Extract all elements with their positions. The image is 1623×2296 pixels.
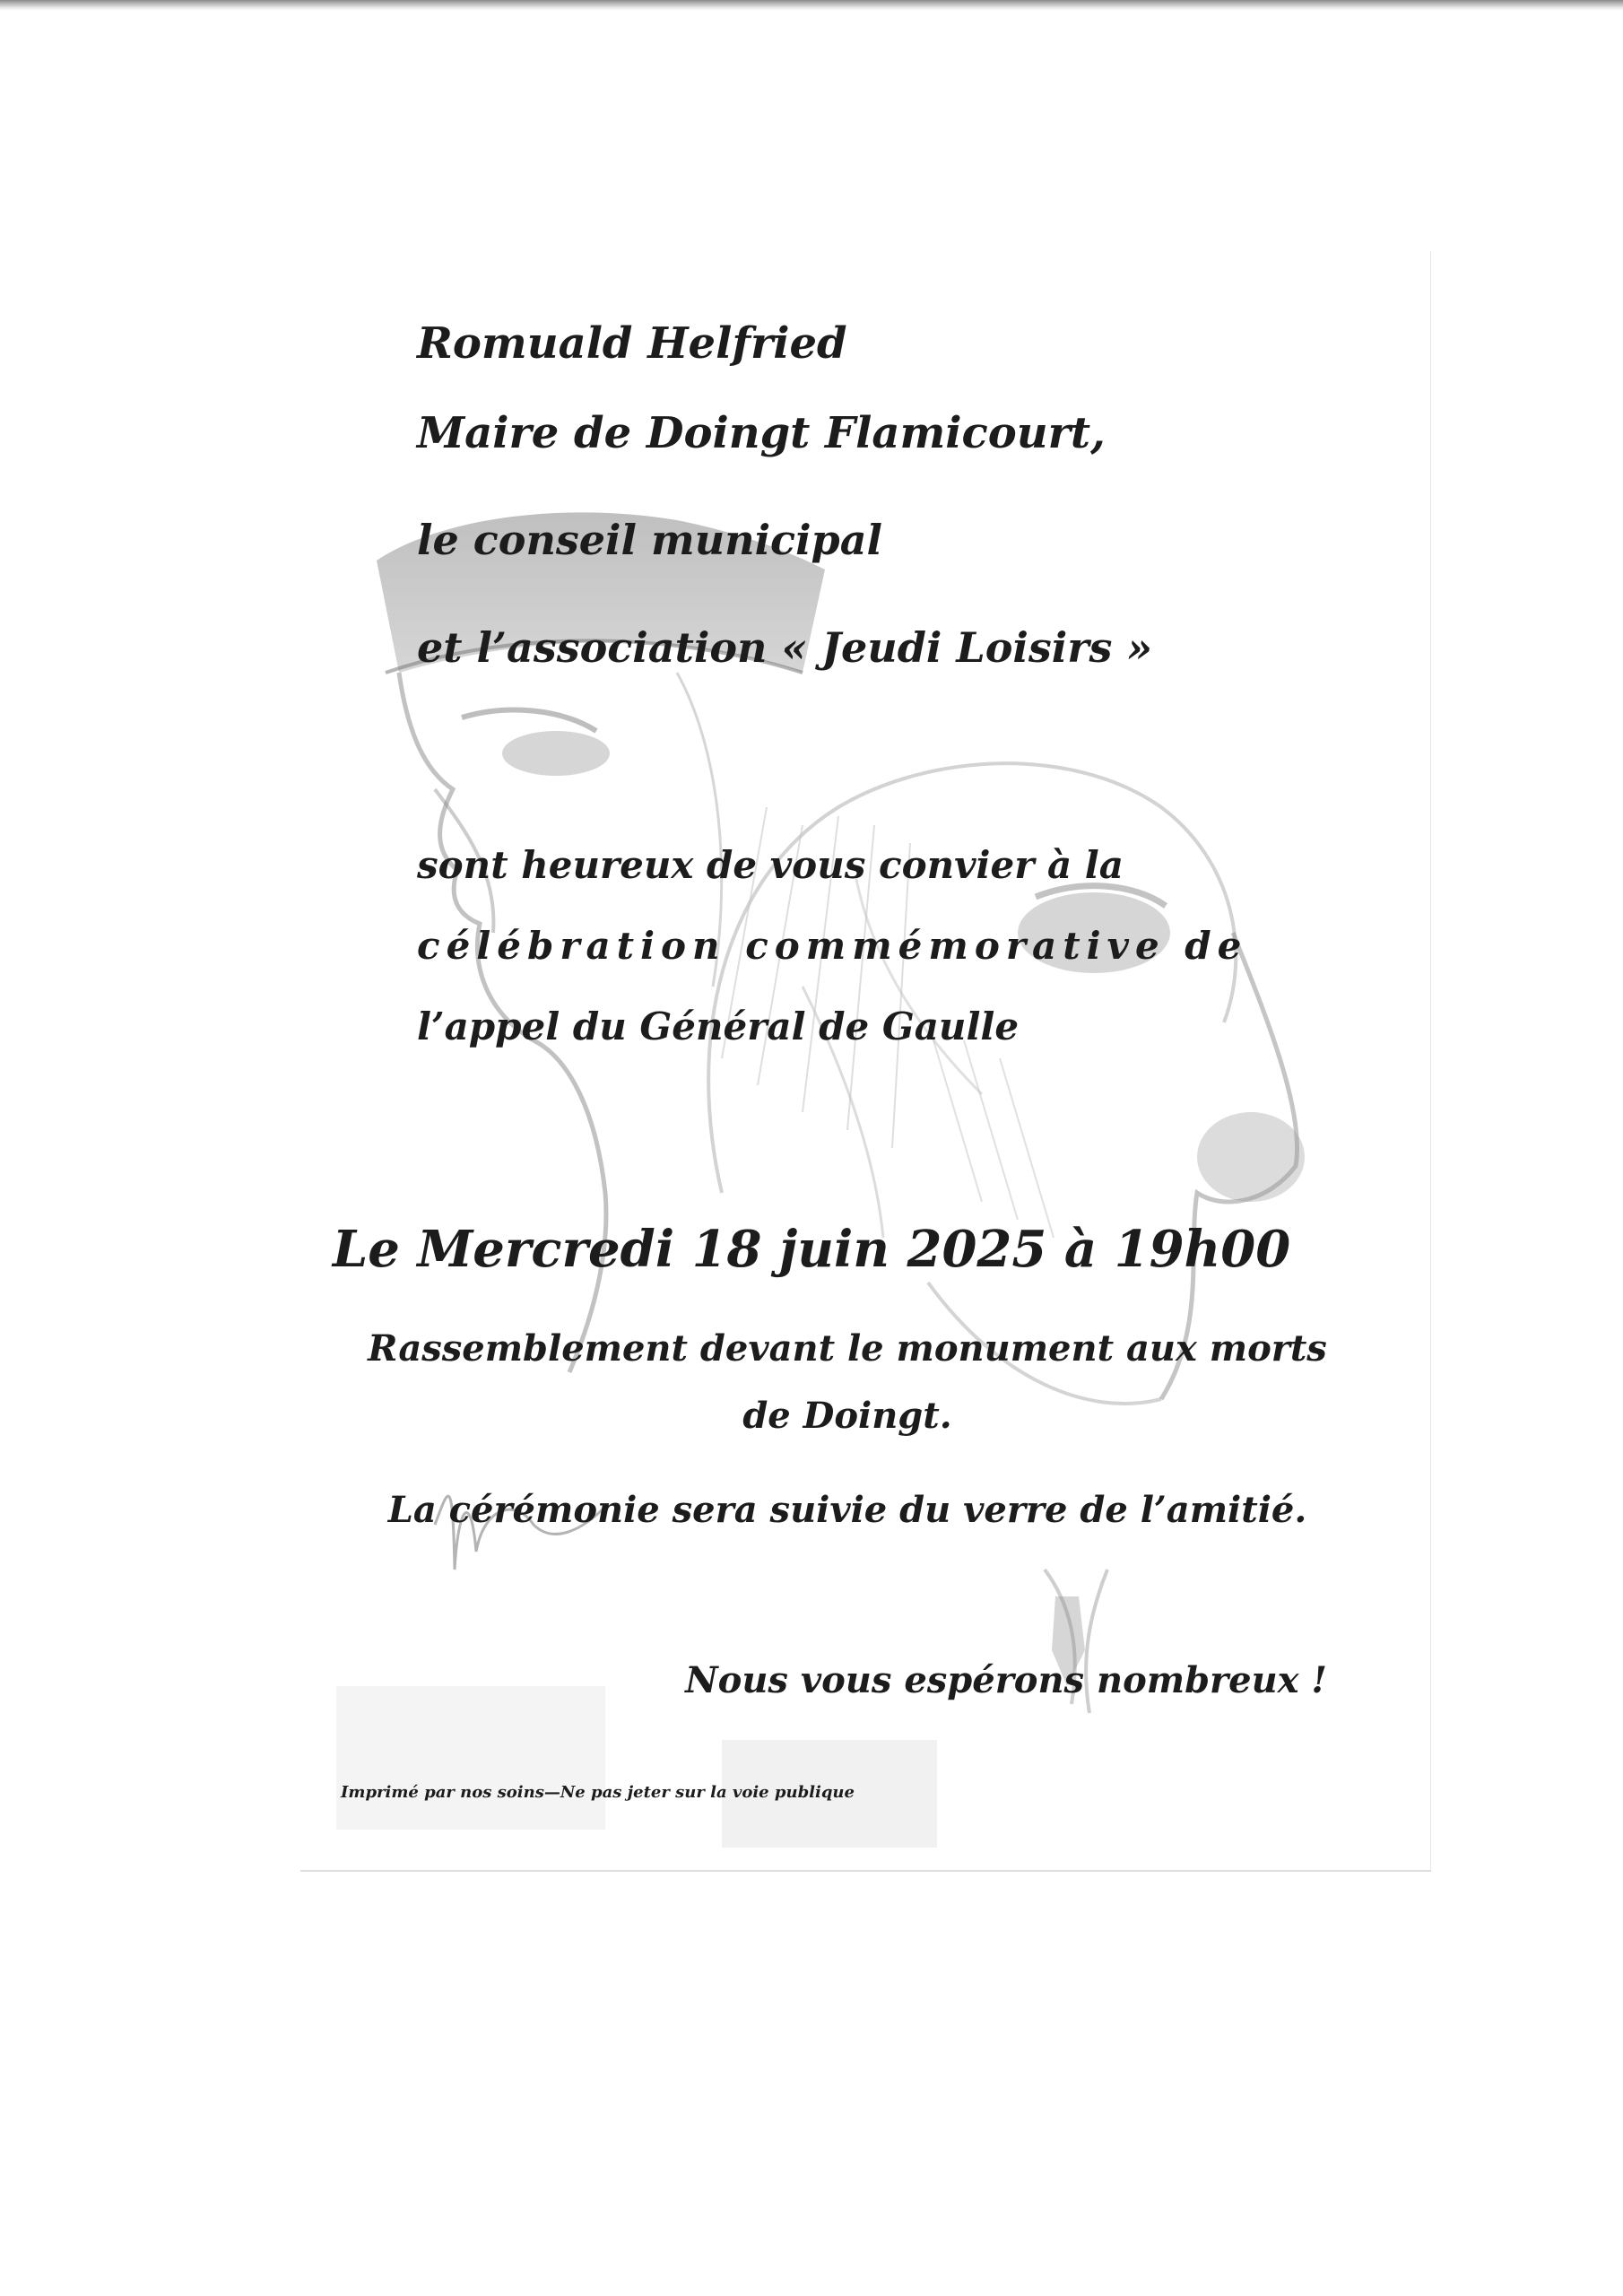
invitation-flyer <box>300 251 1431 1872</box>
event-date: Le Mercredi 18 juin 2025 à 19h00 <box>332 1220 1291 1279</box>
closing-line: Nous vous espérons nombreux ! <box>685 1659 1327 1701</box>
general-de-gaulle-sketch-icon <box>300 251 1430 1870</box>
host-title: Maire de Doingt Flamicourt, <box>417 408 1106 458</box>
host-name: Romuald Helfried <box>417 318 847 369</box>
gathering-line-2: de Doingt. <box>742 1395 952 1437</box>
council-line: le conseil municipal <box>417 516 882 564</box>
footer-note: Imprimé par nos soins—Ne pas jeter sur la voie publique <box>341 1783 855 1802</box>
association-line: et l’association « Jeudi Loisirs » <box>417 623 1153 672</box>
gathering-line-1: Rassemblement devant le monument aux morts <box>368 1327 1327 1370</box>
invitation-line-2: célébration commémorative de <box>417 924 1248 968</box>
scan-edge <box>0 0 1623 11</box>
ceremony-line: La cérémonie sera suivie du verre de l’amitié. <box>387 1489 1307 1531</box>
invitation-line-1: sont heureux de vous convier à la <box>417 843 1124 887</box>
invitation-line-3: l’appel du Général de Gaulle <box>417 1004 1020 1048</box>
